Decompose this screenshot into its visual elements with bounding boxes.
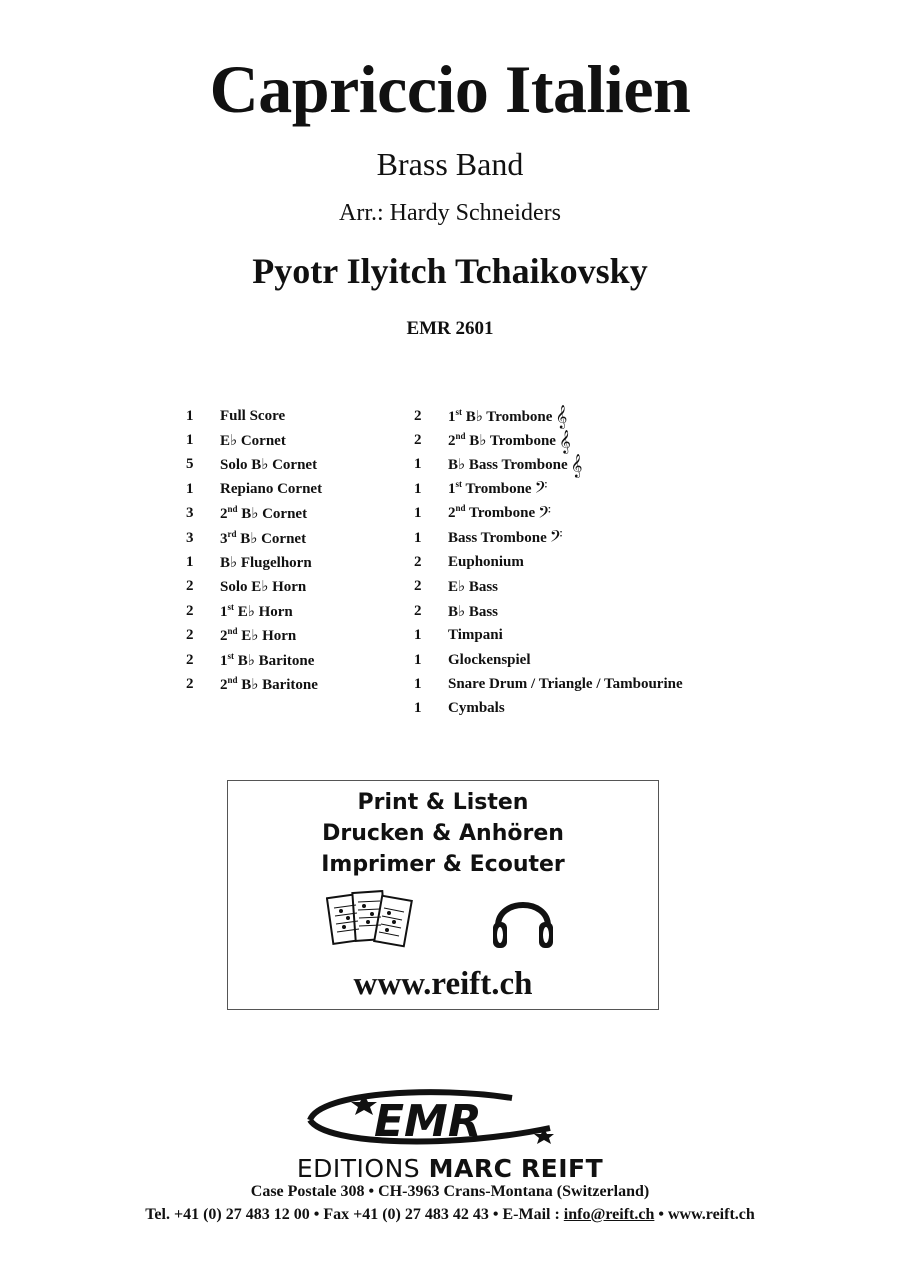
part-ordinal-suffix: nd xyxy=(227,674,238,685)
part-quantity: 1 xyxy=(186,554,194,571)
treble-clef-icon: 𝄞 xyxy=(558,428,571,453)
part-quantity: 1 xyxy=(414,627,422,644)
part-ordinal: 2 xyxy=(220,628,228,645)
part-row xyxy=(186,648,322,672)
part-label: Glockenspiel xyxy=(448,651,531,668)
part-label: B♭ Flugelhorn xyxy=(220,555,312,572)
part-label: Timpani xyxy=(448,627,503,644)
part-name xyxy=(220,529,306,548)
part-row xyxy=(414,404,683,428)
arranger-credit: Arr.: Hardy Schneiders xyxy=(339,200,561,226)
part-label: Euphonium xyxy=(448,554,524,571)
part-name xyxy=(448,676,683,693)
catalog-number: EMR 2601 xyxy=(406,318,494,339)
part-quantity: 1 xyxy=(414,456,422,473)
part-label: B♭ Bass Trombone xyxy=(448,457,568,474)
publisher-contact xyxy=(0,1206,900,1224)
part-name xyxy=(448,700,505,717)
part-ordinal-suffix: nd xyxy=(455,431,466,442)
publisher-word-editions: EDITIONS xyxy=(296,1154,429,1183)
part-row xyxy=(186,526,322,550)
part-name xyxy=(448,431,556,450)
part-name xyxy=(220,481,322,498)
promo-line-german: Drucken & Anhören xyxy=(322,821,564,846)
part-row xyxy=(414,502,683,526)
part-row xyxy=(414,672,683,696)
part-name xyxy=(220,553,312,572)
part-label: E♭ Horn xyxy=(237,628,297,645)
part-name xyxy=(448,627,503,644)
part-ordinal-suffix: nd xyxy=(455,503,466,514)
part-quantity: 2 xyxy=(414,407,422,424)
part-name xyxy=(448,652,531,669)
part-label: Trombone xyxy=(462,480,532,497)
bass-clef-icon: 𝄢 xyxy=(534,477,548,502)
part-quantity: 2 xyxy=(186,578,194,595)
print-listen-box xyxy=(227,780,659,1010)
part-quantity: 2 xyxy=(186,627,194,644)
part-row xyxy=(414,697,683,721)
part-label: E♭ Horn xyxy=(234,603,293,620)
part-ordinal-suffix: st xyxy=(227,601,234,612)
part-row xyxy=(186,404,322,428)
promo-line-english: Print & Listen xyxy=(357,790,529,815)
treble-clef-icon: 𝄞 xyxy=(570,452,583,477)
part-ordinal: 1 xyxy=(220,603,228,620)
part-quantity: 1 xyxy=(414,700,422,717)
part-label: Snare Drum / Triangle / Tambourine xyxy=(448,675,683,692)
part-row xyxy=(186,428,322,452)
part-label: B♭ Trombone xyxy=(465,433,556,450)
part-ordinal-suffix: st xyxy=(227,650,234,661)
publisher-address: Case Postale 308 • CH-3963 Crans-Montana (Switzerland) xyxy=(250,1183,650,1200)
part-quantity: 3 xyxy=(186,505,194,522)
part-name xyxy=(448,455,568,474)
promo-url[interactable]: www.reift.ch xyxy=(353,966,533,1002)
part-label: B♭ Baritone xyxy=(237,676,318,693)
part-label: Solo B♭ Cornet xyxy=(220,457,318,474)
part-label: Solo E♭ Horn xyxy=(220,579,307,596)
part-quantity: 2 xyxy=(186,651,194,668)
publisher-name xyxy=(0,1154,900,1183)
part-name xyxy=(448,478,532,498)
part-ordinal-suffix: nd xyxy=(227,504,238,515)
part-name xyxy=(448,554,524,571)
part-quantity: 1 xyxy=(414,651,422,668)
bass-clef-icon: 𝄢 xyxy=(538,501,551,526)
part-row xyxy=(414,575,683,599)
ensemble-label: Brass Band xyxy=(376,146,524,182)
email-link[interactable]: info@reift.ch xyxy=(563,1206,655,1223)
part-label: Full Score xyxy=(220,407,286,424)
part-quantity: 1 xyxy=(414,675,422,692)
part-row xyxy=(414,526,683,550)
parts-list-right xyxy=(414,404,683,721)
sheet-music-icon xyxy=(326,884,418,956)
part-label: B♭ Trombone xyxy=(462,408,553,425)
part-quantity: 2 xyxy=(414,602,422,619)
part-quantity: 5 xyxy=(186,456,194,473)
treble-clef-icon: 𝄞 xyxy=(555,404,568,429)
part-label: E♭ Cornet xyxy=(220,433,286,450)
part-quantity: 1 xyxy=(414,505,422,522)
contact-phone-fax: Tel. +41 (0) 27 483 12 00 • Fax +41 (0) 27 483 42 43 • E-Mail : xyxy=(145,1206,564,1223)
part-name xyxy=(220,602,293,621)
part-row xyxy=(186,502,322,526)
logo-text: EMR xyxy=(374,1096,482,1147)
part-name xyxy=(448,505,535,522)
part-quantity: 2 xyxy=(414,578,422,595)
composer-name: Pyotr Ilyitch Tchaikovsky xyxy=(252,251,648,291)
part-ordinal: 1 xyxy=(448,408,456,425)
part-row xyxy=(186,575,322,599)
part-name xyxy=(448,530,547,547)
bass-clef-icon: 𝄢 xyxy=(549,526,563,551)
publisher-space xyxy=(512,1154,520,1183)
part-name xyxy=(220,431,286,450)
part-ordinal: 2 xyxy=(448,433,456,450)
part-quantity: 2 xyxy=(186,675,194,692)
part-label: B♭ Bass xyxy=(448,603,499,620)
part-name xyxy=(220,626,296,645)
part-row xyxy=(414,428,683,452)
part-quantity: 1 xyxy=(186,432,194,449)
part-ordinal: 2 xyxy=(220,506,228,523)
score-title: Capriccio Italien xyxy=(209,51,691,127)
part-row xyxy=(414,453,683,477)
part-row xyxy=(186,453,322,477)
part-row xyxy=(186,672,322,696)
part-label: Repiano Cornet xyxy=(220,480,323,497)
part-ordinal-suffix: st xyxy=(455,406,462,417)
part-ordinal-suffix: nd xyxy=(227,626,238,637)
part-quantity: 1 xyxy=(414,480,422,497)
part-row xyxy=(414,599,683,623)
part-ordinal: 1 xyxy=(220,652,228,669)
part-label: E♭ Bass xyxy=(448,579,499,596)
part-ordinal: 1 xyxy=(448,480,456,497)
part-quantity: 1 xyxy=(186,407,194,424)
part-label: B♭ Baritone xyxy=(234,652,315,669)
parts-list-left xyxy=(186,404,322,697)
part-name xyxy=(220,408,285,425)
part-name xyxy=(220,504,307,523)
part-quantity: 2 xyxy=(414,432,422,449)
contact-website: • www.reift.ch xyxy=(654,1206,755,1223)
emr-logo xyxy=(306,1088,596,1150)
part-quantity: 2 xyxy=(186,602,194,619)
part-row xyxy=(186,624,322,648)
part-name xyxy=(220,577,306,596)
part-row xyxy=(414,624,683,648)
part-name xyxy=(448,577,498,596)
promo-line-french: Imprimer & Ecouter xyxy=(321,852,565,877)
publisher-word-marc: MARC xyxy=(428,1154,513,1183)
part-ordinal-suffix: st xyxy=(455,478,462,489)
part-label: B♭ Cornet xyxy=(237,506,308,523)
part-name xyxy=(448,602,498,621)
part-label: Trombone xyxy=(465,505,536,522)
part-ordinal: 2 xyxy=(448,505,456,522)
promo-icons xyxy=(228,880,658,972)
part-quantity: 3 xyxy=(186,529,194,546)
part-name xyxy=(448,407,552,426)
part-label: B♭ Cornet xyxy=(236,530,307,547)
part-label: Cymbals xyxy=(448,700,505,717)
part-ordinal: 2 xyxy=(220,676,228,693)
publisher-word-reift: REIFT xyxy=(520,1154,604,1183)
part-row xyxy=(186,550,322,574)
part-ordinal: 3 xyxy=(220,530,228,547)
part-ordinal-suffix: rd xyxy=(227,528,237,539)
part-row xyxy=(186,599,322,623)
part-row xyxy=(414,648,683,672)
part-name xyxy=(220,651,314,670)
part-name xyxy=(220,455,317,474)
part-row xyxy=(414,477,683,501)
headphones-icon xyxy=(490,884,556,954)
part-row xyxy=(414,550,683,574)
part-quantity: 2 xyxy=(414,554,422,571)
part-name xyxy=(220,675,318,694)
part-label: Bass Trombone xyxy=(448,529,547,546)
part-quantity: 1 xyxy=(186,480,194,497)
part-quantity: 1 xyxy=(414,529,422,546)
part-row xyxy=(186,477,322,501)
